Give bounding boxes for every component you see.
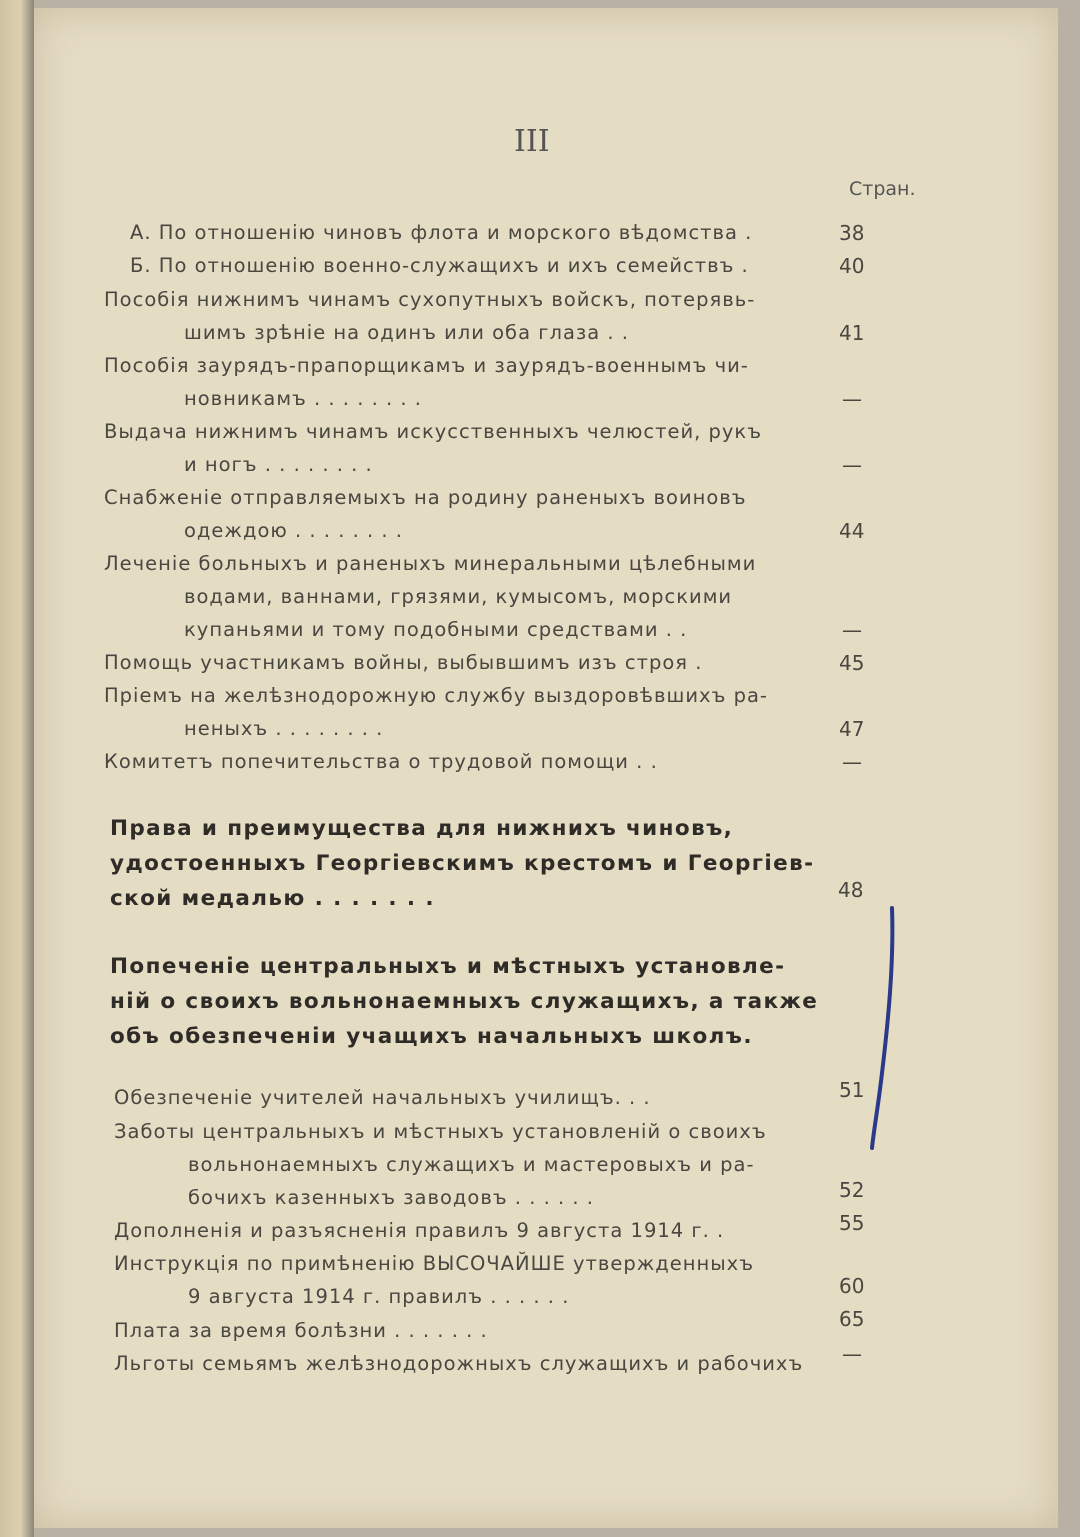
toc-entry-line: Пріемъ на желѣзнодорожную службу выздоровѣвшихъ ра- xyxy=(104,684,768,707)
toc-page-number: 41 xyxy=(839,321,865,345)
toc-entry-line: одеждою . . . . . . . . xyxy=(184,519,403,542)
toc-entry-line: Дополненія и разъясненія правилъ 9 августа 1914 г. . xyxy=(114,1219,725,1242)
toc-entry-line: Льготы семьямъ желѣзнодорожныхъ служащихъ и рабочихъ xyxy=(114,1352,804,1375)
section-heading-line: объ обезпеченіи учащихъ начальныхъ школъ. xyxy=(110,1024,753,1049)
section-heading-line: Попеченіе центральныхъ и мѣстныхъ установле- xyxy=(110,954,786,979)
toc-page-number: 47 xyxy=(839,717,865,741)
book-page xyxy=(34,8,1058,1528)
toc-page-number: 48 xyxy=(838,878,864,902)
toc-page-number: 51 xyxy=(839,1078,865,1102)
toc-entry-line: Инструкція по примѣненію ВЫСОЧАЙШЕ утвержденныхъ xyxy=(114,1252,754,1275)
section-heading-line: удостоенныхъ Георгіевскимъ крестомъ и Георгіев- xyxy=(110,851,815,876)
toc-entry-line: шимъ зрѣніе на одинъ или оба глаза . . xyxy=(184,321,630,344)
toc-entry-line: Плата за время болѣзни . . . . . . . xyxy=(114,1319,488,1342)
toc-entry-line: Б. По отношенію военно-служащихъ и ихъ семействъ . xyxy=(130,254,749,277)
toc-page-number: 55 xyxy=(839,1211,865,1235)
toc-entry-line: неныхъ . . . . . . . . xyxy=(184,717,384,740)
book-spine xyxy=(0,0,34,1537)
toc-page-number: — xyxy=(842,750,862,774)
page-folio: III xyxy=(514,124,550,159)
pen-mark xyxy=(864,903,904,1153)
toc-entry-line: Снабженіе отправляемыхъ на родину раненыхъ воиновъ xyxy=(104,486,747,509)
toc-entry-line: А. По отношенію чиновъ флота и морского вѣдомства . xyxy=(130,221,753,244)
toc-page-number: 40 xyxy=(839,254,865,278)
toc-entry-line: Выдача нижнимъ чинамъ искусственныхъ челюстей, рукъ xyxy=(104,420,762,443)
toc-page-number: 52 xyxy=(839,1178,865,1202)
toc-entry-line: купаньями и тому подобными средствами . . xyxy=(184,618,688,641)
toc-entry-line: и ногъ . . . . . . . . xyxy=(184,453,373,476)
toc-page-number: 44 xyxy=(839,519,865,543)
page-column-header: Стран. xyxy=(849,178,916,200)
toc-entry-line: вольнонаемныхъ служащихъ и мастеровыхъ и ра- xyxy=(188,1153,755,1176)
toc-page-number: 60 xyxy=(839,1274,865,1298)
toc-entry-line: водами, ваннами, грязями, кумысомъ, морскими xyxy=(184,585,733,608)
toc-entry-line: Комитетъ попечительства о трудовой помощи . . xyxy=(104,750,658,773)
toc-page-number: 38 xyxy=(839,221,865,245)
toc-page-number: — xyxy=(842,387,862,411)
toc-page-number: — xyxy=(842,1342,862,1366)
toc-page-number: 65 xyxy=(839,1307,865,1331)
toc-entry-line: Помощь участникамъ войны, выбывшимъ изъ строя . xyxy=(104,651,703,674)
toc-entry-line: новникамъ . . . . . . . . xyxy=(184,387,422,410)
section-heading-line: ній о своихъ вольнонаемныхъ служащихъ, а также xyxy=(110,989,819,1014)
toc-page-number: 45 xyxy=(839,651,865,675)
toc-entry-line: 9 августа 1914 г. правилъ . . . . . . xyxy=(188,1285,570,1308)
toc-entry-line: Пособія заурядъ-прапорщикамъ и заурядъ-военнымъ чи- xyxy=(104,354,749,377)
toc-page-number: — xyxy=(842,618,862,642)
toc-entry-line: Пособія нижнимъ чинамъ сухопутныхъ войскъ, потерявь- xyxy=(104,288,756,311)
toc-entry-line: Леченіе больныхъ и раненыхъ минеральными цѣлебными xyxy=(104,552,757,575)
section-heading-line: Права и преимущества для нижнихъ чиновъ, xyxy=(110,816,734,841)
toc-page-number: — xyxy=(842,453,862,477)
toc-entry-line: Обезпеченіе учителей начальныхъ училищъ. . . xyxy=(114,1086,651,1109)
toc-entry-line: Заботы центральныхъ и мѣстныхъ установленій о своихъ xyxy=(114,1120,767,1143)
section-heading-line: ской медалью . . . . . . . xyxy=(110,886,435,911)
toc-entry-line: бочихъ казенныхъ заводовъ . . . . . . xyxy=(188,1186,594,1209)
